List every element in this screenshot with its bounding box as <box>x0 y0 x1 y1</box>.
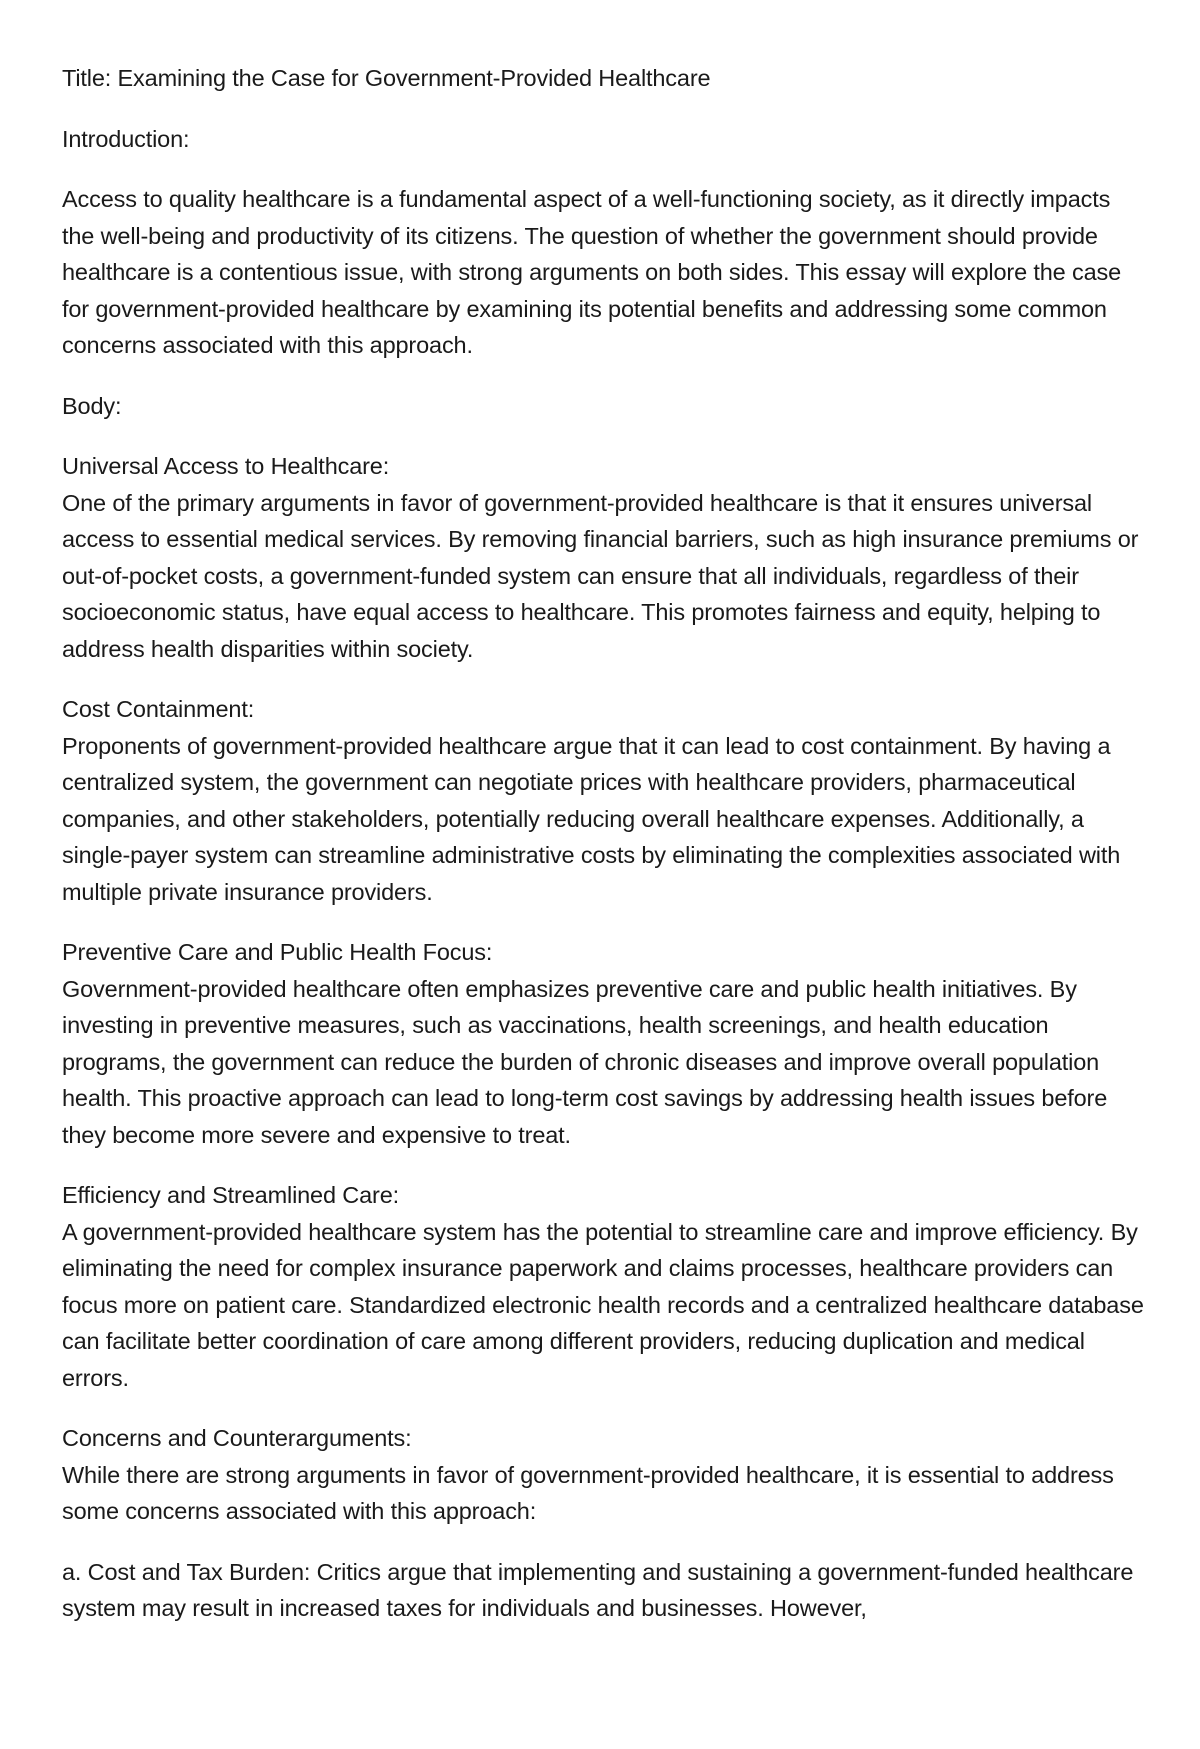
section-preventive-care <box>62 934 1147 1153</box>
intro-label: Introduction: <box>62 125 190 152</box>
body-label: Body: <box>62 392 122 419</box>
intro-paragraph: Access to quality healthcare is a fundamental aspect of a well-functioning society, as it directly impacts the well-being and productivity of its citizens. The question of whether the government should provide healthcare is a contentious issue, with strong arguments on both sides. This essay will explore the case for government-provided healthcare by examining its potential benefits and addressing some common concerns associated with this approach. <box>62 186 1122 358</box>
cost-tax-burden-paragraph: a. Cost and Tax Burden: Critics argue that implementing and sustaining a government-funded healthcare system may result in increased taxes for individuals and businesses. However, <box>62 1558 1134 1621</box>
section-text: One of the primary arguments in favor of government-provided healthcare is that it ensures universal access to essential medical services. By removing financial barriers, such as high insurance premiums or out-of-pocket costs, a government-funded system can ensure that all individuals, regardless of their socioeconomic status, have equal access to healthcare. This promotes fairness and equity, helping to address health disparities within society. <box>62 489 1139 662</box>
section-heading: Cost Containment: <box>62 696 255 722</box>
section-cost-containment <box>62 691 1147 910</box>
section-efficiency <box>62 1177 1147 1396</box>
section-heading: Concerns and Counterarguments: <box>62 1425 412 1451</box>
section-heading: Preventive Care and Public Health Focus: <box>62 939 493 965</box>
section-heading: Efficiency and Streamlined Care: <box>62 1182 399 1208</box>
section-concerns <box>62 1420 1147 1530</box>
section-universal-access <box>62 448 1147 667</box>
section-text: While there are strong arguments in favor of government-provided healthcare, it is essential to address some concerns associated with this approach: <box>62 1461 1114 1524</box>
section-text: Government-provided healthcare often emphasizes preventive care and public health initiatives. By investing in preventive measures, such as vaccinations, health screenings, and health education programs, the government can reduce the burden of chronic diseases and improve overall population health. This proactive approach can lead to long-term cost savings by addressing health issues before they become more severe and expensive to treat. <box>62 975 1108 1148</box>
section-heading: Universal Access to Healthcare: <box>62 453 390 479</box>
section-text: Proponents of government-provided healthcare argue that it can lead to cost containment. By having a centralized system, the government can negotiate prices with healthcare providers, pharmaceutical companies, and other stakeholders, potentially reducing overall healthcare expenses. Additionally, a single-payer system can streamline administrative costs by eliminating the complexities associated with multiple private insurance providers. <box>62 732 1121 905</box>
document-page <box>62 60 1147 1651</box>
section-text: A government-provided healthcare system has the potential to streamline care and improve efficiency. By eliminating the need for complex insurance paperwork and claims processes, healthcare providers can focus more on patient care. Standardized electronic health records and a centralized healthcare database can facilitate better coordination of care among different providers, reducing duplication and medical errors. <box>62 1218 1144 1391</box>
document-title: Title: Examining the Case for Government-Provided Healthcare <box>62 65 711 91</box>
